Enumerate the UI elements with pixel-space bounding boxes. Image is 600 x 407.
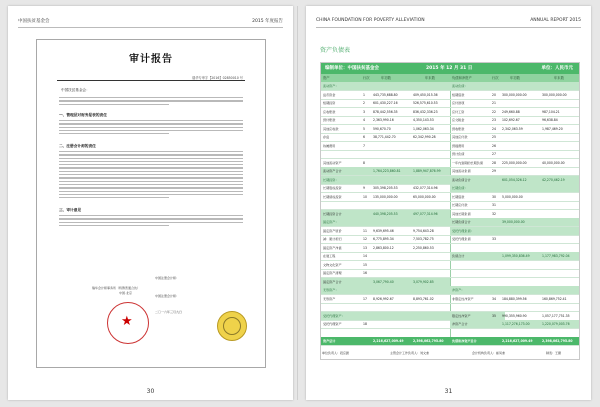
asset-line-no: 8: [363, 160, 365, 165]
asset-item: 预付账款: [323, 118, 336, 122]
asset-line-no: 10: [363, 194, 367, 199]
liability-begin-value: 300,000,000.00: [502, 92, 527, 97]
liability-item: 其他流动负债: [452, 169, 471, 173]
asset-item: 流动资产合计: [323, 169, 342, 173]
asset-item: 在建工程: [323, 254, 336, 258]
liability-line-no: 31: [492, 203, 496, 207]
liability-begin-value: 2,216,627,009.49: [502, 339, 533, 343]
asset-item: 存货: [323, 135, 330, 139]
right-header-report: ANNUAL REPORT 2015: [530, 18, 581, 23]
liability-end-value: 1,220,079,003.76: [542, 322, 570, 326]
liability-item: 流动负债：: [452, 84, 468, 88]
liability-begin-value: 1,117,276,173.00: [502, 322, 530, 326]
asset-end-value: 409,450,015.36: [413, 92, 438, 97]
asset-begin-value: 135,000,000.00: [373, 194, 398, 199]
asset-line-no: 12: [363, 237, 367, 241]
asset-item: 长期股权投资: [323, 186, 342, 190]
col-header: 年末数: [425, 76, 435, 80]
asset-line-no: 5: [363, 126, 365, 131]
asset-line-no: 9: [363, 186, 365, 190]
left-page-number: 30: [146, 388, 155, 395]
assets-column: [321, 82, 451, 346]
asset-begin-value: 590,670.70: [373, 126, 391, 131]
liability-item: 预收账款: [452, 126, 465, 131]
liability-end-value: 300,000,000.00: [542, 92, 567, 97]
right-header-org: CHINA FOUNDATION FOR POVERTY ALLEVIATION: [316, 18, 425, 23]
asset-end-value: 8,893,761.02: [413, 296, 434, 301]
liability-item: 其他应付款: [452, 135, 468, 139]
liability-item: 受托代理负债：: [452, 228, 474, 233]
liability-line-no: 28: [492, 160, 496, 165]
asset-begin-value: 2,216,627,009.49: [373, 339, 404, 343]
liability-item: 长期应付款: [452, 203, 468, 207]
liability-line-no: 26: [492, 143, 496, 148]
asset-line-no: 2: [363, 101, 365, 105]
liability-item: 负债合计: [452, 254, 465, 258]
liability-begin-value: 990,355,960.90: [502, 313, 527, 318]
asset-begin-value: 6,775,895.34: [373, 237, 394, 241]
liability-line-no: 22: [492, 109, 496, 114]
liability-end-value: 1,057,177,751.35: [542, 313, 570, 318]
asset-item: 其他流动资产: [323, 160, 342, 165]
cpa-label-2: 中国注册会计师：: [155, 294, 180, 298]
audit-report-title: 审计报告: [129, 54, 173, 65]
liability-item: 长期负债：: [452, 186, 468, 190]
liability-begin-value: 249,660.88: [502, 109, 520, 114]
liability-end-value: 40,000,000.00: [542, 160, 565, 165]
asset-item: 固定资产清理: [323, 271, 342, 275]
left-header-report: 2015 年度报告: [252, 19, 283, 24]
asset-item: 固定资产合计: [323, 279, 342, 284]
liability-item: 限定性净资产: [452, 313, 471, 318]
asset-end-value: 432,077,314.96: [413, 186, 438, 190]
liability-item: 应付工资: [452, 109, 465, 114]
asset-line-no: 18: [363, 322, 367, 326]
left-header-title: 中国扶贫基金会: [18, 19, 50, 24]
col-header: 资产: [323, 76, 330, 80]
star-icon: ★: [121, 314, 133, 329]
section-heading: 二、注册会计师的责任: [59, 144, 96, 148]
col-header: 行次: [363, 76, 370, 80]
liability-begin-value: 184,880,399.56: [502, 296, 527, 301]
asset-begin-value: 2,363,990.16: [373, 118, 394, 122]
asset-item: 减：累计折旧: [323, 237, 342, 241]
asset-begin-value: 2,863,800.12: [373, 245, 394, 250]
liability-item: 净资产合计: [452, 322, 468, 326]
liability-item: 长期借款: [452, 194, 465, 199]
liability-begin-value: 102,692.67: [502, 118, 520, 122]
firm-seal-stamp: [107, 302, 149, 344]
asset-item: 待摊费用: [323, 143, 336, 148]
title-rule: [57, 80, 245, 81]
table-date: 2015 年 12 月 31 日: [426, 66, 473, 71]
left-page: [8, 6, 293, 400]
liability-item: 净资产：: [452, 288, 465, 292]
section-audit-opinion: [59, 208, 243, 228]
asset-item: 长期债权投资: [323, 194, 342, 199]
liability-item: 一年内到期的长期负债: [452, 160, 483, 165]
liability-begin-value: 5,000,000.00: [502, 194, 523, 199]
asset-line-no: 17: [363, 296, 367, 301]
asset-end-value: 7,503,782.75: [413, 237, 434, 241]
asset-item: 资产总计: [323, 339, 336, 343]
asset-line-no: 4: [363, 118, 365, 122]
firm-caption: 瑞华会计师事务所（特殊普通合伙）: [92, 286, 141, 290]
asset-item: 文物文化资产: [323, 262, 342, 267]
asset-line-no: 14: [363, 254, 367, 258]
section-cpa-responsibility: [59, 144, 243, 200]
asset-item: 短期投资: [323, 101, 336, 105]
asset-end-value: 2,398,062,795.80: [413, 339, 444, 343]
section-heading: 三、审计意见: [59, 208, 82, 212]
asset-begin-value: 305,398,205.53: [373, 186, 398, 190]
asset-item: 固定资产净值: [323, 245, 342, 250]
liability-item: 其他长期负债: [452, 211, 471, 216]
liability-item: 负债和净资产总计: [452, 339, 477, 343]
book-gutter: [297, 6, 298, 400]
intro-paragraph: [59, 95, 243, 107]
liability-line-no: 23: [492, 118, 496, 122]
asset-item: 货币资金: [323, 92, 336, 97]
liability-row: [450, 337, 579, 346]
liability-line-no: 30: [492, 194, 496, 199]
asset-begin-value: 878,442,556.35: [373, 109, 398, 114]
liability-end-value: 1,177,983,792.04: [542, 254, 570, 258]
liability-line-no: 20: [492, 92, 496, 97]
table-currency: 单位：人民币元: [541, 66, 573, 71]
asset-end-value: 497,077,314.96: [413, 211, 438, 216]
asset-line-no: 6: [363, 135, 365, 139]
asset-end-value: 9,754,643.28: [413, 228, 434, 233]
asset-item: 流动资产：: [323, 84, 339, 88]
liability-item: 非限定性净资产: [452, 296, 474, 301]
asset-item: 长期投资：: [323, 177, 339, 182]
liability-line-no: 34: [492, 296, 496, 301]
asset-item: 固定资产：: [323, 220, 339, 224]
asset-item: 无形资产: [323, 296, 336, 301]
sig-preparer: 制表：王薇: [546, 351, 562, 355]
balance-sheet-heading: 资产负债表: [320, 47, 351, 54]
liability-begin-value: 601,054,326.12: [502, 177, 527, 182]
liability-item: 应付款项: [452, 101, 465, 105]
liability-item: 短期借款: [452, 92, 465, 97]
asset-item: 固定资产原价: [323, 228, 342, 233]
audit-report-document: [36, 39, 266, 368]
col-header: 行次: [492, 76, 499, 80]
asset-end-value: 836,432,336.23: [413, 109, 438, 114]
liability-line-no: 29: [492, 169, 496, 173]
liability-line-no: 24: [492, 126, 496, 131]
table-title-bar: [321, 63, 579, 74]
asset-line-no: 15: [363, 262, 367, 267]
liability-line-no: 35: [492, 313, 496, 318]
asset-item: 受托代理资产：: [323, 313, 345, 318]
liability-line-no: 25: [492, 135, 496, 139]
asset-line-no: 13: [363, 245, 367, 250]
table-unit-label: 编制单位：中国扶贫基金会: [325, 66, 379, 71]
liability-item: 流动负债合计: [452, 177, 471, 182]
asset-end-value: 1,062,063.34: [413, 126, 434, 131]
audit-report-number: 瑞华专审字【2016】02850010 号: [192, 76, 243, 80]
report-date: 二〇一六年三月九日: [155, 310, 183, 314]
liabilities-column: [450, 82, 579, 346]
liability-end-value: 2,398,062,795.80: [542, 339, 573, 343]
asset-line-no: 16: [363, 271, 367, 275]
right-page: [306, 6, 591, 400]
asset-end-value: 62,342,990.28: [413, 135, 436, 139]
left-running-header: [18, 18, 283, 28]
right-running-header: [316, 18, 581, 28]
liability-line-no: 33: [492, 237, 496, 241]
liability-item: 受托代理负债: [452, 237, 471, 241]
asset-line-no: 3: [363, 109, 365, 114]
asset-begin-value: 3,067,790.40: [373, 279, 394, 284]
liability-item: 预提费用: [452, 143, 465, 148]
liability-item: 长期负债合计: [452, 220, 471, 224]
liability-end-value: 160,869,752.41: [542, 296, 567, 301]
liability-end-value: 1,987,469.20: [542, 126, 563, 131]
col-header: 年初数: [381, 76, 391, 80]
balance-sheet-table: [320, 62, 580, 360]
asset-item: 其他应收款: [323, 126, 339, 131]
right-page-number: 31: [444, 388, 453, 395]
col-header: 年末数: [554, 76, 564, 80]
asset-begin-value: 440,398,205.53: [373, 211, 398, 216]
asset-begin-value: 9,639,695.46: [373, 228, 394, 233]
liability-line-no: 21: [492, 101, 496, 105]
liability-end-value: 987,104.21: [542, 109, 560, 114]
addressee: 中国扶贫基金会：: [61, 88, 90, 92]
firm-city: 中国·北京: [119, 291, 132, 295]
asset-begin-value: 1,764,223,860.81: [373, 169, 401, 173]
asset-line-no: 7: [363, 143, 365, 148]
liability-begin-value: 2,342,063.59: [502, 126, 523, 131]
col-header: 负债和净资产: [452, 76, 472, 80]
asset-end-value: 526,575,610.53: [413, 101, 438, 105]
asset-begin-value: 601,430,227.16: [373, 101, 398, 105]
section-management-responsibility: [59, 113, 243, 136]
asset-end-value: 3,079,902.85: [413, 279, 434, 284]
liability-line-no: 27: [492, 152, 496, 156]
asset-row: [321, 337, 450, 346]
asset-begin-value: 8,926,992.67: [373, 296, 394, 301]
liability-begin-value: 225,000,000.00: [502, 160, 527, 165]
asset-item: 无形资产：: [323, 288, 339, 292]
asset-line-no: 11: [363, 228, 367, 233]
liability-end-value: 42,270,462.19: [542, 177, 565, 182]
asset-item: 受托代理资产: [323, 322, 342, 326]
asset-end-value: 65,000,000.00: [413, 194, 436, 199]
sig-accounting-head: 主管会计工作负责人：刘文奎: [390, 351, 430, 355]
liability-end-value: 96,638.84: [542, 118, 558, 122]
liability-line-no: 32: [492, 211, 496, 216]
liability-item: 预计负债: [452, 152, 465, 156]
asset-end-value: 2,250,860.53: [413, 245, 434, 250]
liability-item: 应交税金: [452, 118, 465, 122]
section-heading: 一、管理层对财务报表的责任: [59, 113, 107, 117]
sig-responsible: 单位负责人：段应碧: [322, 351, 350, 355]
table-column-headers: [321, 74, 579, 82]
asset-begin-value: 38,771,442.70: [373, 135, 396, 139]
asset-item: 长期投资合计: [323, 211, 342, 216]
signature-line: [320, 351, 578, 359]
liability-begin-value: 1,099,350,836.49: [502, 254, 530, 258]
col-header: 年初数: [510, 76, 520, 80]
cpa-seal-inner: [223, 317, 241, 335]
asset-item: 应收账款: [323, 109, 336, 114]
asset-end-value: 1,889,947,876.99: [413, 169, 441, 173]
asset-end-value: 4,350,143.53: [413, 118, 434, 122]
cpa-label-1: 中国注册会计师：: [155, 276, 180, 280]
sig-accounting-dept: 会计机构负责人：崔凤奎: [472, 351, 506, 355]
liability-begin-value: 39,000,000.00: [502, 220, 525, 224]
asset-line-no: 1: [363, 92, 365, 97]
asset-begin-value: 443,735,688.80: [373, 92, 398, 97]
